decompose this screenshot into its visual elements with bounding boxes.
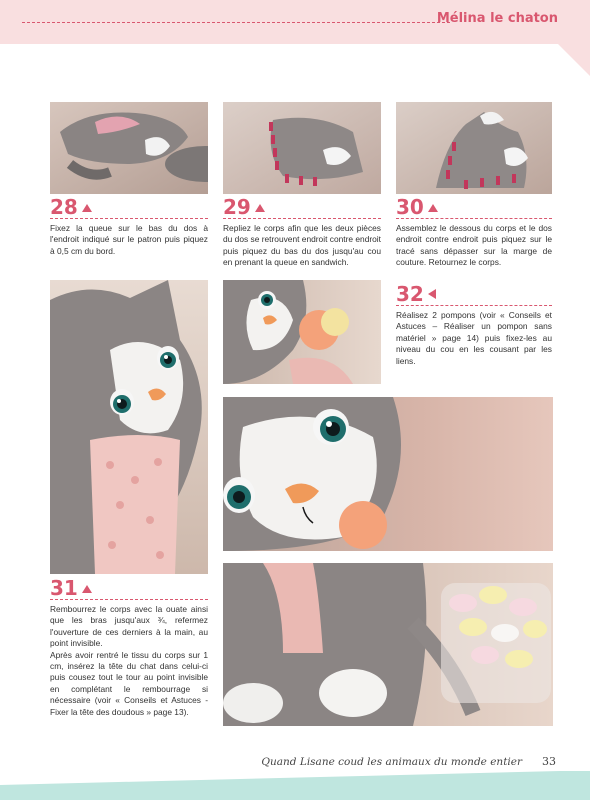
step-29 [223, 196, 381, 269]
triangle-up-icon [428, 204, 438, 212]
step-number: 29 [223, 196, 381, 218]
triangle-left-icon [428, 289, 436, 299]
photo-pompon-head [223, 280, 381, 384]
photo-step-28 [50, 102, 208, 194]
step-text: Réalisez 2 pompons (voir « Conseils et Astuces – Réaliser un pompon sans matériel » page 14) puis fixez-les au niveau du cou en les cousant par les liens. [396, 310, 552, 366]
page-number: 33 [542, 755, 556, 768]
step-paragraph: Après avoir rentré le tissu du corps sur 1 cm, insérez la tête du chat dans celui-ci puis cousez tout le tour au point invisible en complétant le rembourrage si nécessaire (voir « Conseils et Astuces - Fixer la tête des doudous » page 13). [50, 649, 208, 717]
step-31 [50, 577, 208, 718]
step-paragraph: Rembourrez le corps avec la ouate ainsi que les bras jusqu'aux ¾, refermez l'ouverture de ces derniers à la main, au point invisible. [50, 604, 208, 649]
step-text: Fixez la queue sur le bas du dos à l'endroit indiqué sur le patron puis piquez à 0,5 cm du bord. [50, 223, 208, 256]
step-number: 32 [396, 283, 552, 305]
step-text: Repliez le corps afin que les deux pièces du dos se retrouvent endroit contre endroit puis piquez du bas du dos jusqu'au cou en prenant la queue en sandwich. [223, 223, 381, 268]
photo-step-30 [396, 102, 552, 194]
triangle-up-icon [82, 204, 92, 212]
step-28 [50, 196, 208, 257]
page-corner-fold [558, 44, 590, 76]
photo-cat-paws-marshmallows [223, 563, 553, 726]
step-text [50, 604, 208, 718]
step-text: Assemblez le dessous du corps et le dos endroit contre endroit puis piquez sur le tracé sans dépasser sur la marge de couture. Retournez le corps. [396, 223, 552, 268]
chapter-title: Mélina le chaton [436, 11, 558, 26]
footer-band-cut [0, 771, 560, 785]
header-dashed-rule [22, 22, 450, 23]
photo-step-29 [223, 102, 381, 194]
book-title: Quand Lisane coud les animaux du monde entier [261, 756, 522, 768]
step-32 [396, 283, 552, 367]
triangle-up-icon [255, 204, 265, 212]
photo-cat-face-closeup [223, 397, 553, 551]
photo-cat-body [50, 280, 208, 574]
step-number: 30 [396, 196, 552, 218]
step-number: 28 [50, 196, 208, 218]
triangle-up-icon [82, 585, 92, 593]
step-number: 31 [50, 577, 208, 599]
step-30 [396, 196, 552, 269]
